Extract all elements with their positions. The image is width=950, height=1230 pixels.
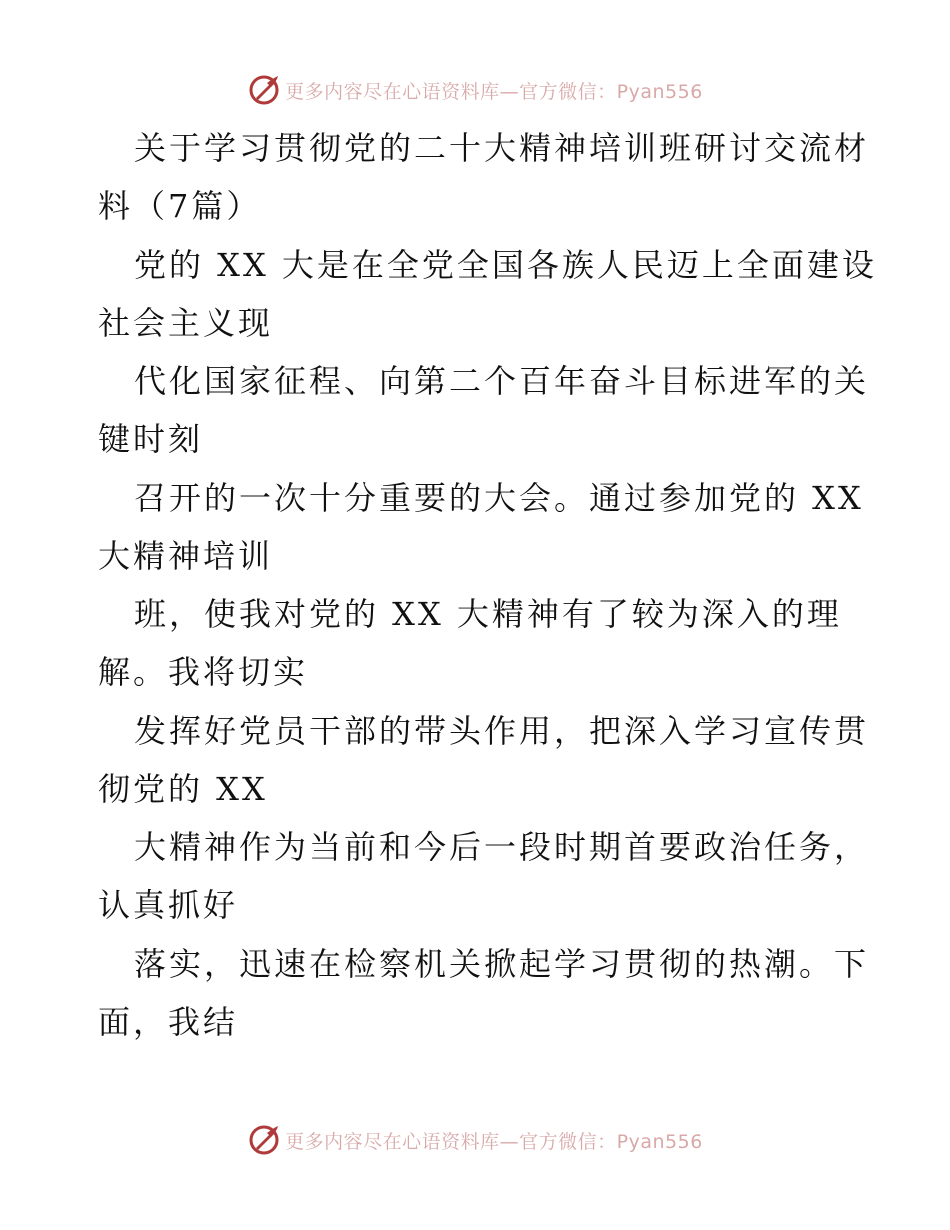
paragraph-line: 落实，迅速在检察机关掀起学习贯彻的热潮。下 (134, 945, 870, 983)
paragraph-line: 社会主义现 (98, 304, 274, 342)
paragraph-line: 认真抓好 (98, 886, 239, 924)
quill-logo-icon (247, 1123, 281, 1157)
paragraph-line: 面，我结 (98, 1003, 239, 1041)
paragraph-line: 召开的一次十分重要的大会。通过参加党的 XX (134, 479, 864, 517)
paragraph-line: 大精神培训 (98, 537, 274, 575)
title-line: 料（7篇） (98, 187, 262, 225)
paragraph-line: 大精神作为当前和今后一段时期首要政治任务， (134, 828, 870, 866)
paragraph-line: 代化国家征程、向第二个百年奋斗目标进军的关 (134, 362, 870, 400)
paragraph-line: 党的 XX 大是在全党全国各族人民迈上全面建设 (134, 246, 877, 284)
paragraph-line: 解。我将切实 (98, 653, 309, 691)
footer-watermark (0, 1120, 950, 1160)
paragraph-line: 键时刻 (98, 420, 204, 458)
header-watermark-text: 更多内容尽在心语资料库—官方微信：Pyan556 (285, 80, 703, 103)
paragraph-line: 班，使我对党的 XX 大精神有了较为深入的理 (134, 595, 842, 633)
footer-watermark-text: 更多内容尽在心语资料库—官方微信：Pyan556 (285, 1130, 703, 1153)
paragraph-line: 彻党的 XX (98, 770, 268, 808)
title-line: 关于学习贯彻党的二十大精神培训班研讨交流材 (134, 129, 870, 167)
paragraph-line: 发挥好党员干部的带头作用，把深入学习宣传贯 (134, 712, 870, 750)
